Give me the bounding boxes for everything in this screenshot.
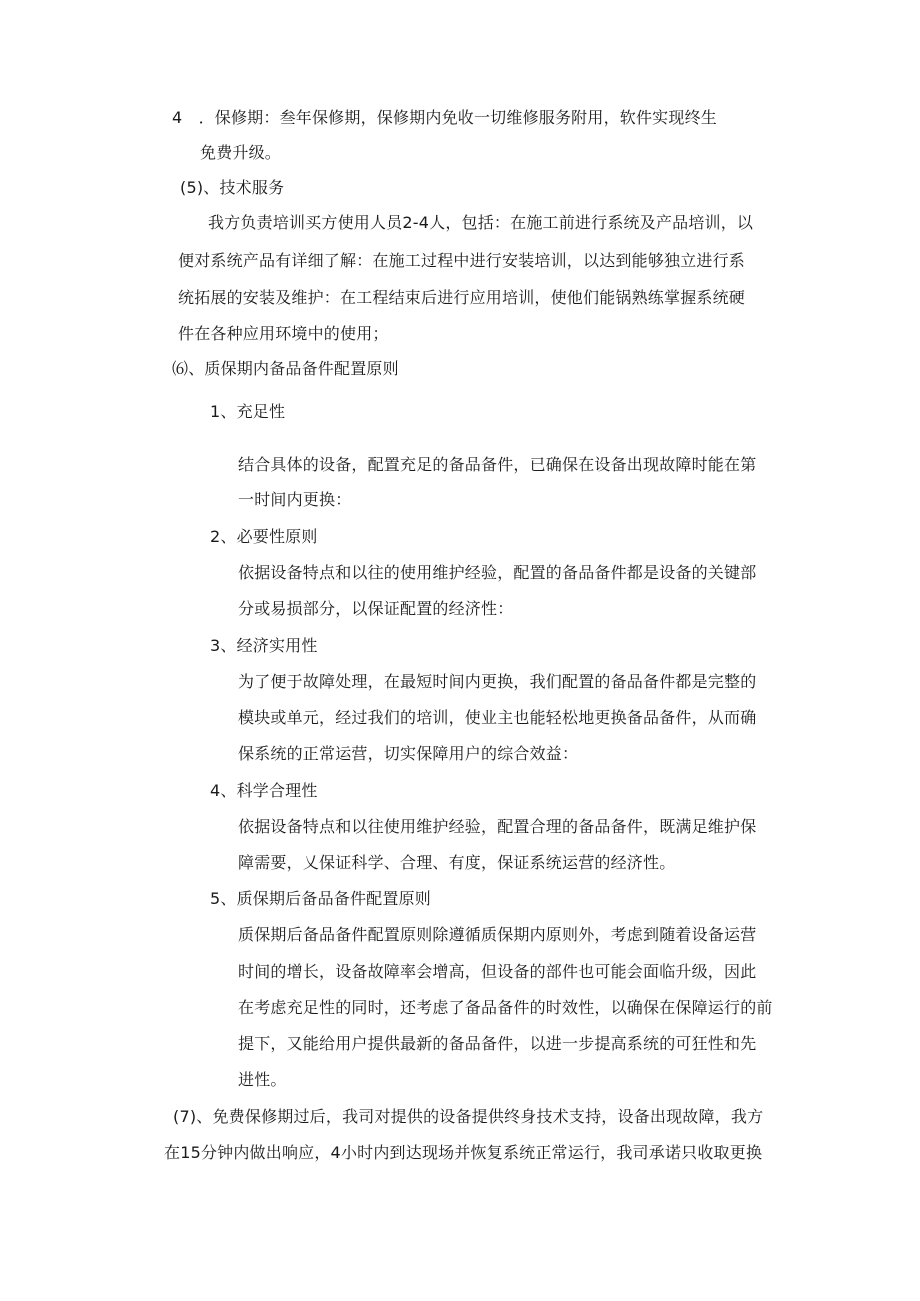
item-3-line-2: 模块或单元，经过我们的培训，使业主也能轻松地更换备品备件，从而确 xyxy=(238,708,757,727)
item-2-line-1: 依据设备特点和以往的使用维护经验，配置的备品备件都是设备的关键部 xyxy=(238,563,757,582)
item-3-line-1: 为了便于故障处理，在最短时间内更换，我们配置的备品备件都是完整的 xyxy=(238,672,757,691)
item-2-line-2: 分或易损部分，以保证配置的经济性： xyxy=(238,599,514,618)
tech-service-line-2: 便对系统产品有详细了解：在施工过程中进行安装培训，以达到能够独立进行系 xyxy=(178,251,746,270)
tech-service-heading: (5)、技术服务 xyxy=(180,178,285,197)
item-4-line-2: 障需要，乂保证科学、合理、有度，保证系统运营的经济性。 xyxy=(238,853,676,872)
spare-parts-heading: ⑹、质保期内备品备件配置原则 xyxy=(172,359,399,378)
item-5-line-3: 在考虑充足性的同时，还考虑了备品备件的时效性，以确保在保障运行的前 xyxy=(238,998,773,1017)
item-5-line-1: 质保期后备品备件配置原则除遵循质保期内原则外，考虑到随着设备运营 xyxy=(238,925,757,944)
item-4-title: 4、科学合理性 xyxy=(210,781,318,800)
tech-service-line-3: 统拓展的安装及维护：在工程结束后进行应用培训，使他们能锅熟练掌握系统硬 xyxy=(178,288,746,307)
item-3-line-3: 保系统的正常运营，切实保障用户的综合效益： xyxy=(238,744,579,763)
item-3-title: 3、经济实用性 xyxy=(210,636,318,655)
item-1-line-2: 一时间内更换： xyxy=(238,490,352,509)
item-2-title: 2、必要性原则 xyxy=(210,527,318,546)
item-4-line-1: 依据设备特点和以往使用维护经验，配置合理的备品备件，既满足维护保 xyxy=(238,817,757,836)
after-warranty-line-1: (7)、免费保修期过后，我司对提供的设备提供终身技术支持，设备出现故障，我方 xyxy=(173,1107,764,1126)
item-1-title: 1、充足性 xyxy=(210,402,286,421)
after-warranty-line-2: 在15分钟内做出响应，4小时内到达现场并恢复系统正常运行，我司承诺只收取更换 xyxy=(164,1143,763,1162)
item-1-line-1: 结合具体的设备，配置充足的备品备件，已确保在设备出现故障时能在第 xyxy=(238,455,757,474)
item-5-line-5: 进性。 xyxy=(238,1070,287,1089)
warranty-line-2: 免费升级。 xyxy=(200,143,282,162)
tech-service-line-4: 件在各种应用环境中的使用； xyxy=(178,324,389,343)
item-5-line-2: 时间的增长，设备故障率会增高，但设备的部件也可能会面临升级，因此 xyxy=(238,962,757,981)
warranty-line-1: 4 ．保修期：叁年保修期，保修期内免收一切维修服务附用，软件实现终生 xyxy=(172,108,717,127)
tech-service-line-1: 我方负责培训买方使用人员2-4人，包括：在施工前进行系统及产品培训，以 xyxy=(208,213,754,232)
item-5-line-4: 提下，又能给用户提供最新的备品备件，以进一步提高系统的可狂性和先 xyxy=(238,1034,757,1053)
item-5-title: 5、质保期后备品备件配置原则 xyxy=(210,889,431,908)
